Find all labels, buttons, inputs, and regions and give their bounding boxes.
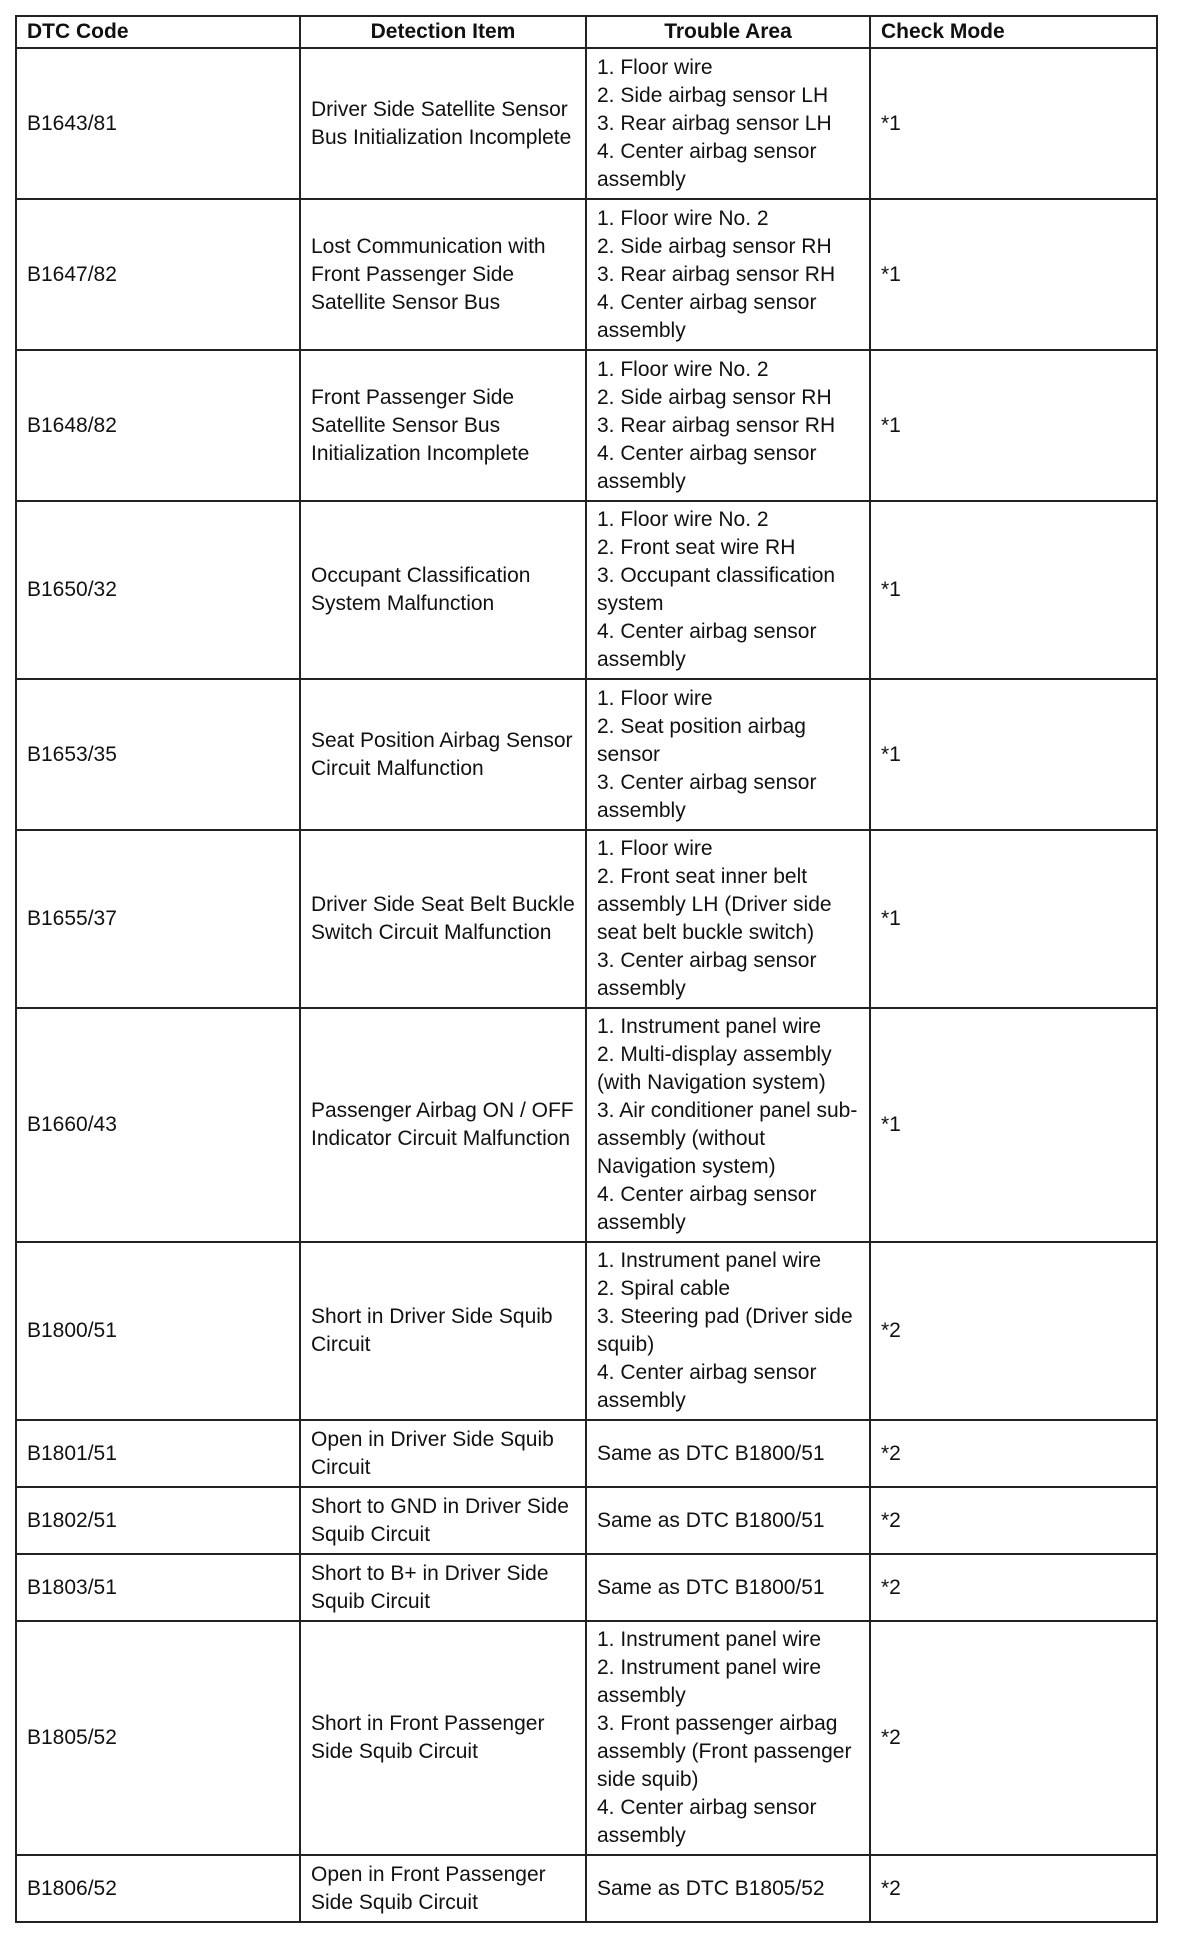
trouble-area-item: 1. Floor wire bbox=[597, 686, 713, 710]
trouble-area-item: 3. Front passenger airbag assembly (Front passenger side squib) bbox=[597, 1712, 852, 1791]
detection-item-cell: Passenger Airbag ON / OFF Indicator Circuit Malfunction bbox=[300, 1008, 586, 1242]
detection-item-cell: Front Passenger Side Satellite Sensor Bus Initialization Incomplete bbox=[300, 350, 586, 501]
trouble-area-cell bbox=[586, 350, 870, 501]
header-dtc-code: DTC Code bbox=[16, 16, 300, 48]
trouble-area-item: 2. Instrument panel wire assembly bbox=[597, 1656, 822, 1707]
trouble-area-cell bbox=[586, 679, 870, 830]
dtc-code-cell: B1650/32 bbox=[16, 501, 300, 679]
check-mode-cell: *1 bbox=[870, 501, 1157, 679]
check-mode-cell: *2 bbox=[870, 1242, 1157, 1420]
table-row bbox=[16, 48, 1157, 199]
trouble-area-cell bbox=[586, 501, 870, 679]
trouble-area-item: Same as DTC B1800/51 bbox=[597, 1441, 825, 1465]
trouble-area-item: 2. Seat position airbag sensor bbox=[597, 714, 806, 766]
trouble-area-item: 3. Center airbag sensor assembly bbox=[597, 770, 817, 822]
trouble-area-cell bbox=[586, 1008, 870, 1242]
detection-item-cell: Occupant Classification System Malfunction bbox=[300, 501, 586, 679]
header-trouble-area: Trouble Area bbox=[586, 16, 870, 48]
check-mode-cell: *1 bbox=[870, 679, 1157, 830]
trouble-area-item: 3. Steering pad (Driver side squib) bbox=[597, 1305, 853, 1356]
trouble-area-item: 3. Air conditioner panel sub-assembly (without Navigation system) bbox=[597, 1099, 858, 1178]
trouble-area-item: 3. Center airbag sensor assembly bbox=[597, 949, 817, 1000]
trouble-area-item: 1. Floor wire No. 2 bbox=[597, 206, 769, 230]
trouble-area-item: 1. Instrument panel wire bbox=[597, 1628, 822, 1651]
trouble-area-cell bbox=[586, 1554, 870, 1621]
trouble-area-item: 4. Center airbag sensor assembly bbox=[597, 290, 817, 342]
trouble-area-cell bbox=[586, 830, 870, 1008]
dtc-code-cell: B1800/51 bbox=[16, 1242, 300, 1420]
detection-item-cell: Lost Communication with Front Passenger Side Satellite Sensor Bus bbox=[300, 199, 586, 350]
trouble-area-cell bbox=[586, 1621, 870, 1855]
table-row bbox=[16, 830, 1157, 1008]
detection-item-cell: Short to GND in Driver Side Squib Circuit bbox=[300, 1487, 586, 1554]
dtc-code-cell: B1802/51 bbox=[16, 1487, 300, 1554]
trouble-area-item: 1. Floor wire bbox=[597, 55, 713, 79]
check-mode-cell: *2 bbox=[870, 1855, 1157, 1922]
dtc-code-cell: B1643/81 bbox=[16, 48, 300, 199]
trouble-area-item: 2. Side airbag sensor RH bbox=[597, 234, 832, 258]
trouble-area-item: 4. Center airbag sensor assembly bbox=[597, 1796, 817, 1847]
dtc-code-cell: B1660/43 bbox=[16, 1008, 300, 1242]
check-mode-cell: *2 bbox=[870, 1487, 1157, 1554]
trouble-area-item: 1. Instrument panel wire bbox=[597, 1015, 822, 1038]
trouble-area-item: 2. Front seat inner belt assembly LH (Driver side seat belt buckle switch) bbox=[597, 865, 832, 944]
trouble-area-item: 2. Front seat wire RH bbox=[597, 536, 796, 559]
trouble-area-item: 3. Rear airbag sensor LH bbox=[597, 111, 832, 135]
trouble-area-cell bbox=[586, 48, 870, 199]
trouble-area-item: 2. Spiral cable bbox=[597, 1277, 731, 1300]
trouble-area-item: 2. Side airbag sensor LH bbox=[597, 83, 829, 107]
trouble-area-item: 1. Floor wire No. 2 bbox=[597, 357, 769, 381]
trouble-area-item: 1. Floor wire bbox=[597, 837, 713, 860]
table-header bbox=[16, 16, 1157, 48]
dtc-table bbox=[15, 15, 1158, 1923]
check-mode-cell: *1 bbox=[870, 830, 1157, 1008]
trouble-area-item: 4. Center airbag sensor assembly bbox=[597, 1361, 817, 1412]
dtc-code-cell: B1647/82 bbox=[16, 199, 300, 350]
trouble-area-item: Same as DTC B1800/51 bbox=[597, 1575, 825, 1599]
trouble-area-item: Same as DTC B1800/51 bbox=[597, 1508, 825, 1532]
trouble-area-item: 3. Rear airbag sensor RH bbox=[597, 262, 836, 286]
table-row bbox=[16, 1621, 1157, 1855]
dtc-code-cell: B1806/52 bbox=[16, 1855, 300, 1922]
check-mode-cell: *2 bbox=[870, 1621, 1157, 1855]
table-row bbox=[16, 679, 1157, 830]
check-mode-cell: *1 bbox=[870, 1008, 1157, 1242]
check-mode-cell: *2 bbox=[870, 1420, 1157, 1487]
trouble-area-item: 4. Center airbag sensor assembly bbox=[597, 139, 817, 191]
detection-item-cell: Driver Side Satellite Sensor Bus Initialization Incomplete bbox=[300, 48, 586, 199]
trouble-area-cell bbox=[586, 1487, 870, 1554]
dtc-code-cell: B1805/52 bbox=[16, 1621, 300, 1855]
trouble-area-item: 4. Center airbag sensor assembly bbox=[597, 441, 817, 493]
table-row bbox=[16, 350, 1157, 501]
trouble-area-item: 4. Center airbag sensor assembly bbox=[597, 1183, 817, 1234]
table-row bbox=[16, 1420, 1157, 1487]
check-mode-cell: *1 bbox=[870, 199, 1157, 350]
trouble-area-item: 2. Multi-display assembly (with Navigation system) bbox=[597, 1043, 832, 1094]
table-row bbox=[16, 1008, 1157, 1242]
trouble-area-item: 1. Instrument panel wire bbox=[597, 1249, 822, 1272]
detection-item-cell: Short in Front Passenger Side Squib Circuit bbox=[300, 1621, 586, 1855]
table-row bbox=[16, 501, 1157, 679]
trouble-area-item: 3. Occupant classification system bbox=[597, 564, 836, 615]
trouble-area-item: 1. Floor wire No. 2 bbox=[597, 508, 769, 531]
detection-item-cell: Short to B+ in Driver Side Squib Circuit bbox=[300, 1554, 586, 1621]
trouble-area-item: 4. Center airbag sensor assembly bbox=[597, 620, 817, 671]
dtc-code-cell: B1653/35 bbox=[16, 679, 300, 830]
table-row bbox=[16, 1855, 1157, 1922]
check-mode-cell: *2 bbox=[870, 1554, 1157, 1621]
detection-item-cell: Driver Side Seat Belt Buckle Switch Circuit Malfunction bbox=[300, 830, 586, 1008]
check-mode-cell: *1 bbox=[870, 48, 1157, 199]
dtc-code-cell: B1803/51 bbox=[16, 1554, 300, 1621]
trouble-area-cell bbox=[586, 1420, 870, 1487]
table-body bbox=[16, 48, 1157, 1922]
dtc-code-cell: B1801/51 bbox=[16, 1420, 300, 1487]
detection-item-cell: Short in Driver Side Squib Circuit bbox=[300, 1242, 586, 1420]
table-row bbox=[16, 1487, 1157, 1554]
check-mode-cell: *1 bbox=[870, 350, 1157, 501]
table-row bbox=[16, 1242, 1157, 1420]
trouble-area-item: 2. Side airbag sensor RH bbox=[597, 385, 832, 409]
trouble-area-cell bbox=[586, 1855, 870, 1922]
detection-item-cell: Seat Position Airbag Sensor Circuit Malfunction bbox=[300, 679, 586, 830]
header-detection-item: Detection Item bbox=[300, 16, 586, 48]
detection-item-cell: Open in Front Passenger Side Squib Circuit bbox=[300, 1855, 586, 1922]
trouble-area-item: Same as DTC B1805/52 bbox=[597, 1876, 825, 1900]
detection-item-cell: Open in Driver Side Squib Circuit bbox=[300, 1420, 586, 1487]
header-check-mode: Check Mode bbox=[870, 16, 1157, 48]
dtc-code-cell: B1655/37 bbox=[16, 830, 300, 1008]
header-row bbox=[16, 16, 1157, 48]
trouble-area-cell bbox=[586, 1242, 870, 1420]
table-row bbox=[16, 1554, 1157, 1621]
dtc-code-cell: B1648/82 bbox=[16, 350, 300, 501]
trouble-area-item: 3. Rear airbag sensor RH bbox=[597, 413, 836, 437]
trouble-area-cell bbox=[586, 199, 870, 350]
table-row bbox=[16, 199, 1157, 350]
